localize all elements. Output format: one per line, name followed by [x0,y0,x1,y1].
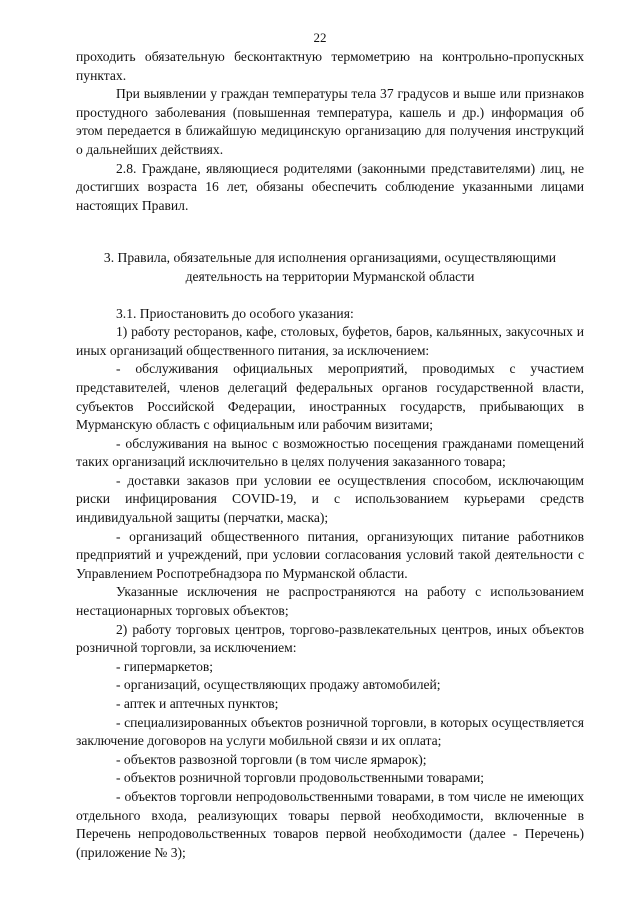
list-item: - аптек и аптечных пунктов; [116,696,279,711]
list-item: - доставки заказов при условии ее осуществления способом, исключающим риски инфицирования COVID-19, и с использованием курьерами средств индивидуальной защиты (перчатки, маска); [76,472,584,526]
list-item: - обслуживания на вынос с возможностью посещения гражданами помещений таких организаций исключительно в целях получения заказанного товара; [76,435,584,470]
list-item: - объектов розничной торговли продовольственными товарами; [116,770,485,786]
list-item: - обслуживания официальных мероприятий, проводимых с участием представителей, членов делегаций федеральных органов государственной власти, субъектов Российской Федерации, иностранных государств, прибывающих в Мурманскую область с официальным или рабочим визитами; [76,361,584,433]
paragraph: 1) работу ресторанов, кафе, столовых, буфетов, баров, кальянных, закусочных и иных организаций общественного питания, за исключением: [76,324,584,358]
paragraph: проходить обязательную бесконтактную термометрию на контрольно-пропускных пунктах. [76,49,584,83]
list-item: - организаций общественного питания, организующих питание работников предприятий и учреждений, при условии согласования условий такой деятельности с Управлением Роспотребнадзора по Мурманской области. [76,528,584,581]
list-item: - специализированных объектов розничной торговли, в которых осуществляется заключение договоров на услуги мобильной связи и их оплата; [76,714,584,749]
document-body [76,48,584,862]
section-heading: 3. Правила, обязательные для исполнения организациями, осуществляющими деятельность на территории Мурманской области [103,250,557,284]
page-number: 22 [313,30,327,45]
paragraph: Указанные исключения не распространяются на работу с использованием нестационарных торговых объектов; [76,584,584,619]
list-item: - объектов развозной торговли (в том числе ярмарок); [116,751,427,767]
paragraph: 2) работу торговых центров, торгово-развлекательных центров, иных объектов розничной торговли, за исключением: [76,621,584,656]
paragraph: 2.8. Граждане, являющиеся родителями (законными представителями) лиц, не достигших возраста 16 лет, обязаны обеспечить соблюдение указанными лицами настоящих Правил. [76,160,584,213]
paragraph: При выявлении у граждан температуры тела 37 градусов и выше или признаков простудного заболевания (повышенная температура, кашель и др.) информация об этом передается в ближайшую медицинскую организацию для получения инструкций о дальнейших действиях. [76,86,584,157]
list-item: - объектов торговли непродовольственными товарами, в том числе не имеющих отдельного входа, реализующих товары первой необходимости, включенные в Перечень непродовольственных товаров первой необходимости (далее - Перечень) (приложение № 3); [76,788,584,860]
list-item: - организаций, осуществляющих продажу автомобилей; [116,677,441,693]
list-item: - гипермаркетов; [116,658,214,674]
paragraph: 3.1. Приостановить до особого указания: [116,305,354,321]
